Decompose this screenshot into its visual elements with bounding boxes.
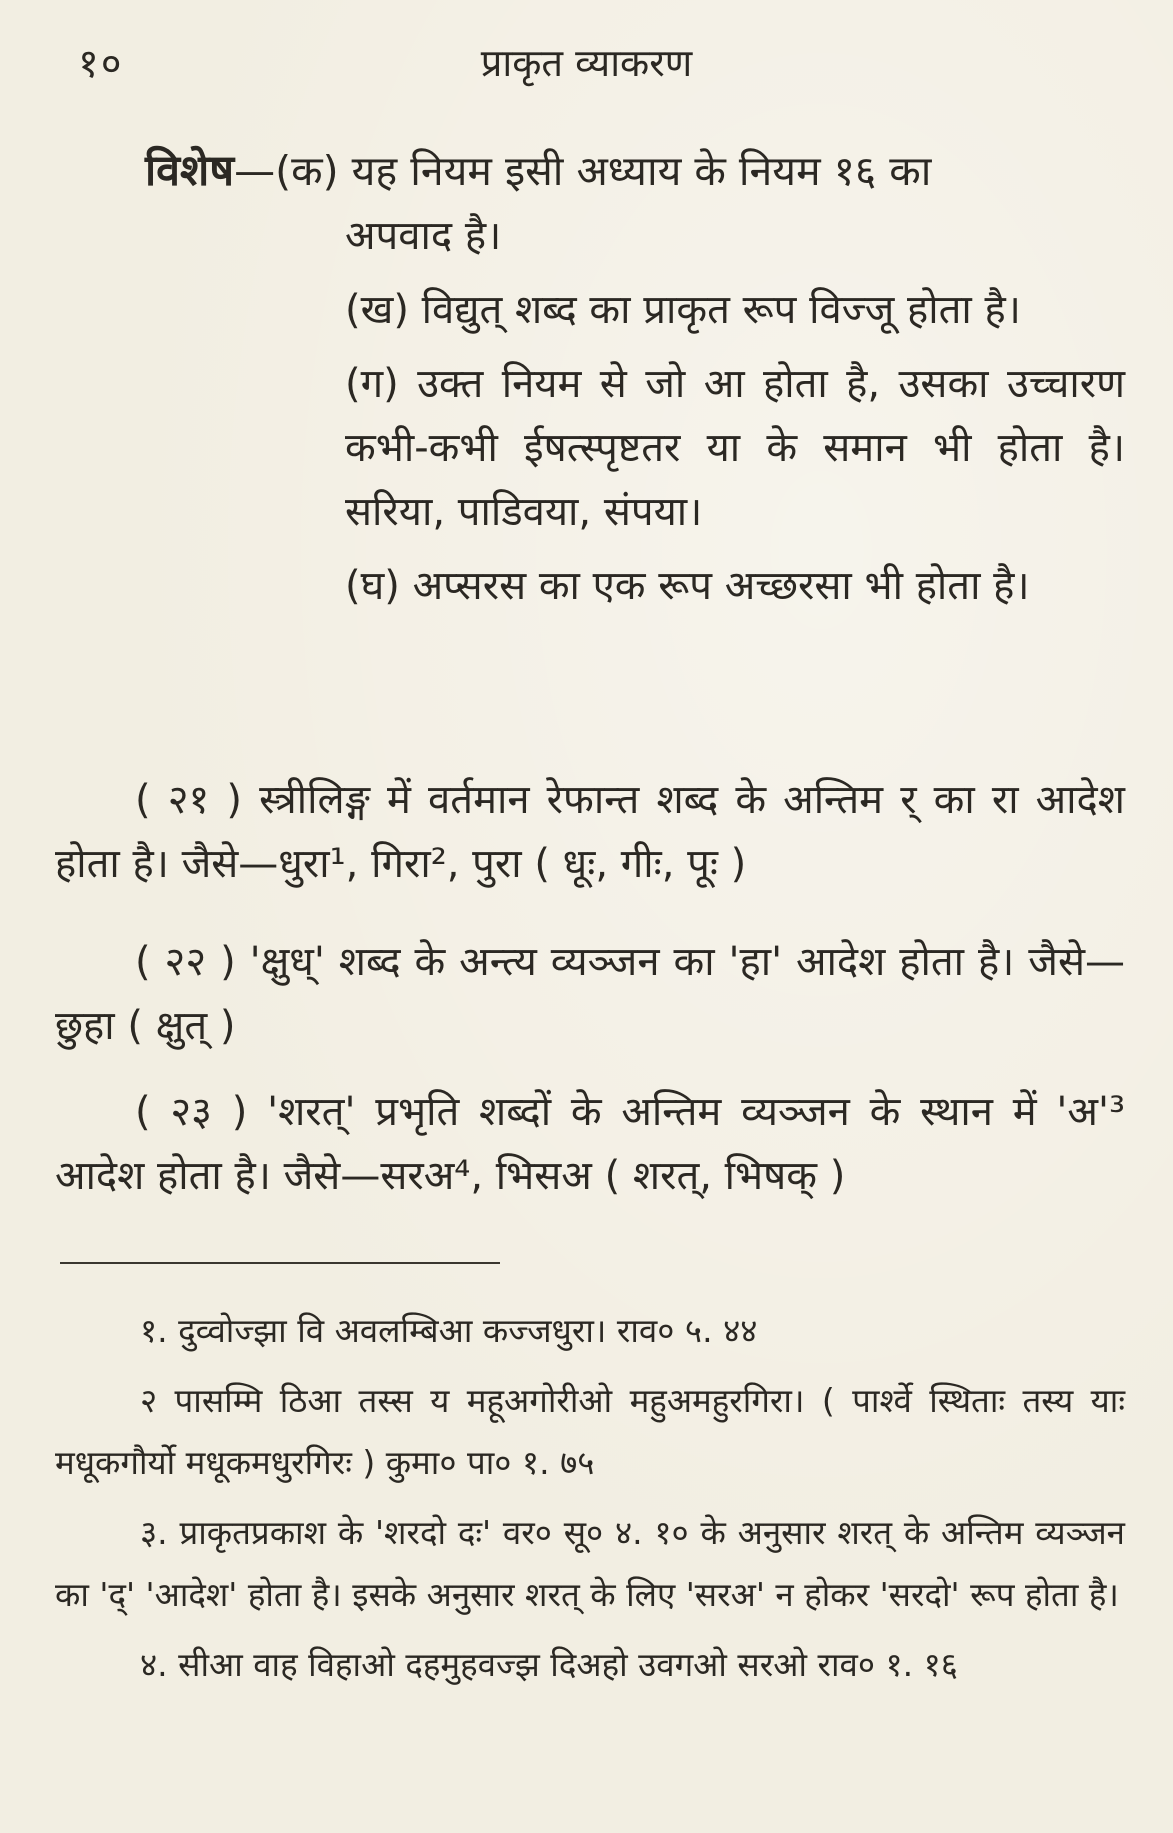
running-title: प्राकृत व्याकरण [480, 41, 693, 85]
footnote-3: ३. प्राकृतप्रकाश के 'शरदो दः' वर० सू० ४. १० के अनुसार शरत् के अन्तिम व्यञ्जन का 'द्' 'आदेश' होता है। इसके अनुसार शरत् के लिए 'सरअ' न होकर 'सरदो' रूप होता है। [55, 1513, 1125, 1614]
footnote-4: ४. सीआ वाह विहाओ दहमुहवज्झ दिअहो उवगओ सरओ राव० १. १६ [140, 1645, 958, 1684]
rule-23: ( २३ ) 'शरत्' प्रभृति शब्दों के अन्तिम व्यञ्जन के स्थान में 'अ'³ आदेश होता है। जैसे—सरअ⁴, भिसअ ( शरत्, भिषक् ) [55, 1089, 1125, 1199]
rule-21: ( २१ ) स्त्रीलिङ्ग में वर्तमान रेफान्त शब्द के अन्तिम र् का रा आदेश होता है। जैसे—धुरा¹, गिरा², पुरा ( धूः, गीः, पूः ) [55, 777, 1125, 887]
footnotes [55, 1300, 1125, 1696]
vishesh-section [145, 138, 1125, 618]
page-header [0, 28, 1173, 98]
vishesh-intro-line [145, 138, 1125, 204]
page-number: १० [78, 41, 124, 87]
vishesh-ka-continued: अपवाद है। [345, 213, 502, 259]
vishesh-intro-text: —(क) यह नियम इसी अध्याय के नियम १६ का [234, 147, 932, 195]
vishesh-ga: (ग) उक्त नियम से जो आ होता है, उसका उच्चारण कभी-कभी ईषत्स्पृष्टतर या के समान भी होता है। सरिया, पाडिवया, संपया। [345, 361, 1125, 535]
footnote-1: १. दुव्वोज्झा वि अवलम्बिआ कज्जधुरा। राव० ५. ४४ [140, 1311, 758, 1350]
vishesh-kha: (ख) विद्युत् शब्द का प्राकृत रूप विज्जू होता है। [345, 287, 1021, 333]
footnote-2: २ पासम्मि ठिआ तस्स य महूअगोरीओ महुअमहुरगिरा। ( पार्श्वे स्थिताः तस्य याः मधूकगौर्यो मधूकमधुरगिरः ) कुमा० पा० १. ७५ [55, 1381, 1125, 1482]
rule-22: ( २२ ) 'क्षुध्' शब्द के अन्त्य व्यञ्जन का 'हा' आदेश होता है। जैसे—छुहा ( क्षुत् ) [55, 939, 1125, 1049]
footnote-divider [60, 1262, 500, 1264]
vishesh-gha: (घ) अप्सरस का एक रूप अच्छरसा भी होता है। [345, 563, 1030, 609]
vishesh-label: विशेष [145, 146, 235, 196]
